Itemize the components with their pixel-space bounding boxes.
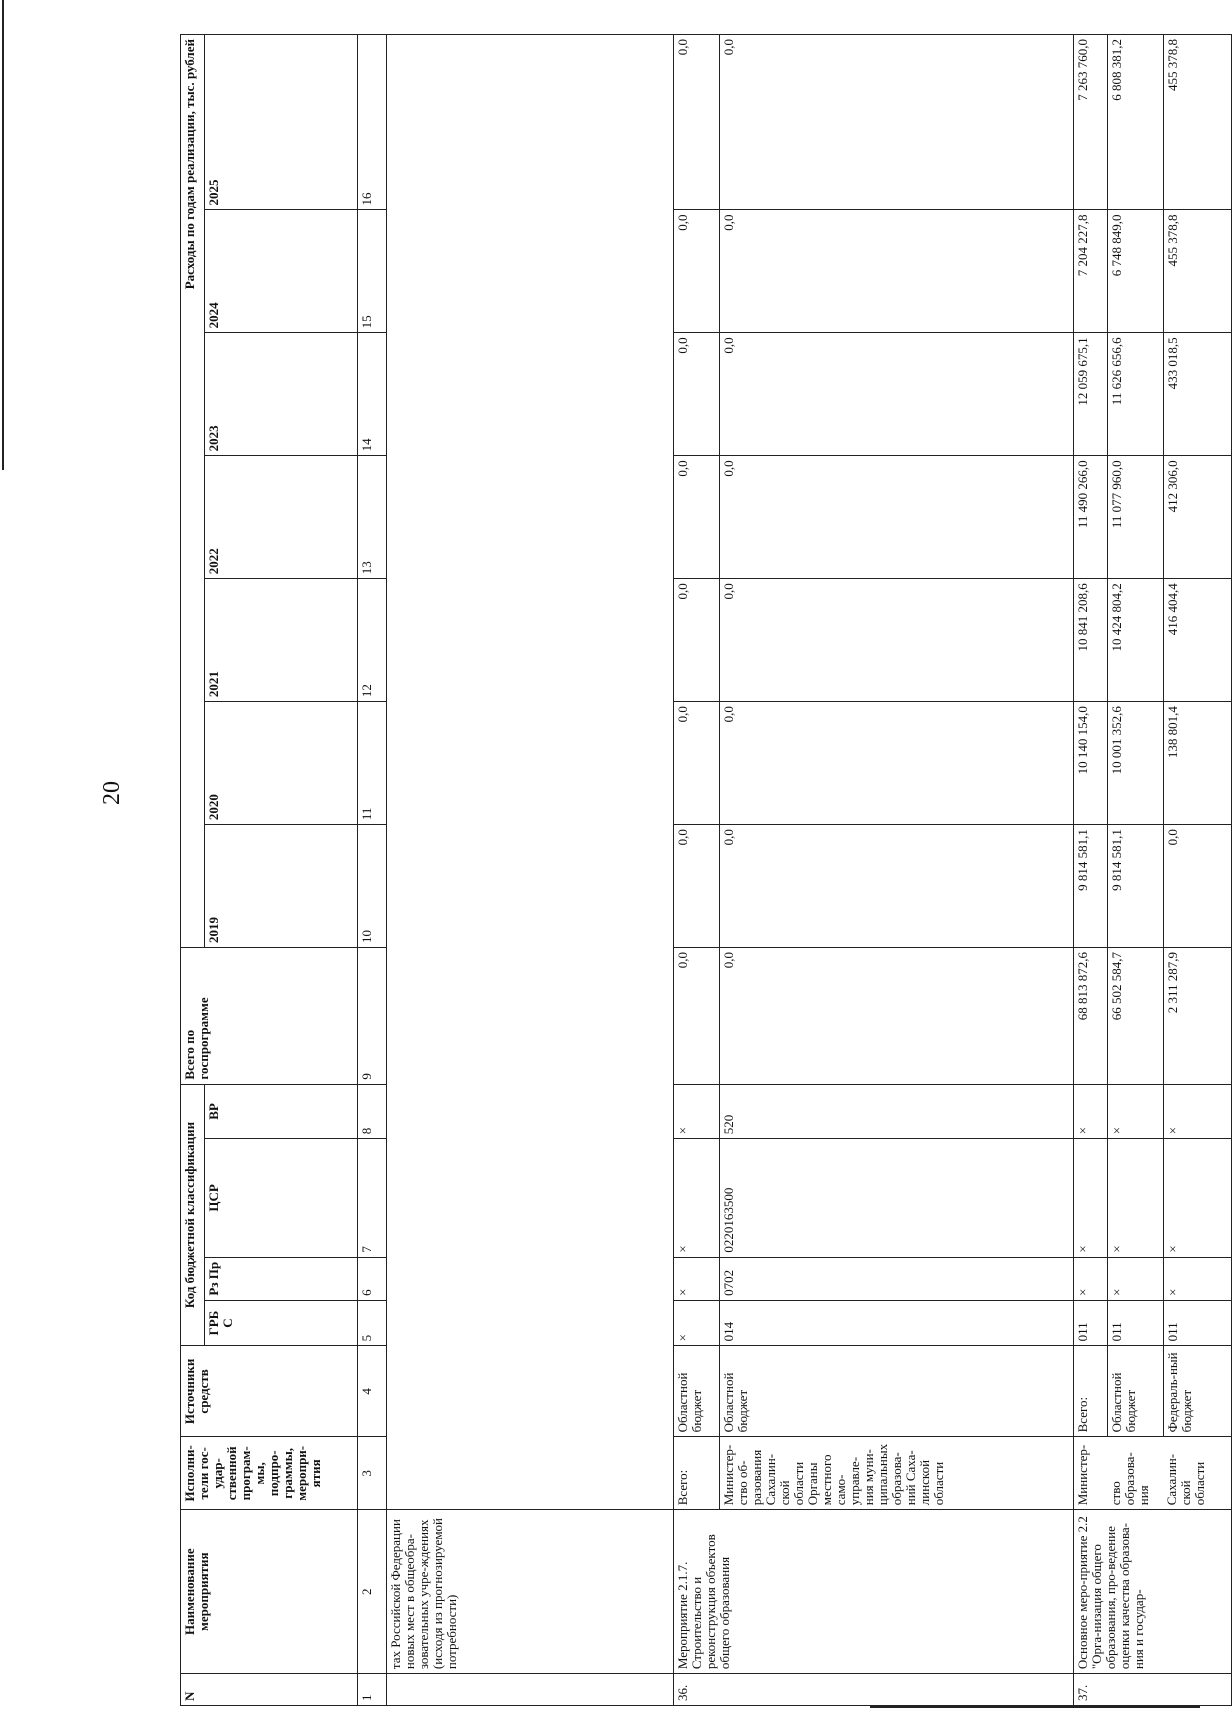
total-cell: 66 502 584,7: [1107, 948, 1163, 1085]
value-cell: 10 001 352,6: [1107, 702, 1163, 825]
value-cell: 10 841 208,6: [1073, 579, 1107, 702]
vr-cell: ×: [1107, 1084, 1163, 1139]
total-cell: 2 311 287,9: [1163, 948, 1231, 1085]
total-cell: 0,0: [720, 948, 1073, 1085]
header-year-2022: 2022: [204, 456, 357, 579]
column-number: 13: [357, 456, 386, 579]
rzpr-cell: ×: [1073, 1257, 1107, 1300]
table-cell: [386, 1674, 673, 1706]
value-cell: 10 424 804,2: [1107, 579, 1163, 702]
page-number: 20: [99, 781, 125, 805]
header-csr: ЦСР: [204, 1139, 357, 1257]
value-cell: 0,0: [674, 333, 720, 456]
grbs-cell: 011: [1073, 1300, 1107, 1346]
column-number: 7: [357, 1139, 386, 1257]
value-cell: 412 306,0: [1163, 456, 1231, 579]
row-number: 36.: [674, 1674, 1073, 1706]
executor-cell: Сахалин-ской области: [1163, 1437, 1231, 1510]
row-number: 37.: [1073, 1674, 1231, 1706]
value-cell: 11 077 960,0: [1107, 456, 1163, 579]
column-number: 14: [357, 333, 386, 456]
grbs-cell: 014: [720, 1300, 1073, 1346]
executor-cell: Министер-ство об-разования Сахалин-ской области Органы местного само-управле-ния муни-ципальных образова-ний Саха-линской области: [720, 1437, 1073, 1510]
vr-cell: ×: [674, 1084, 720, 1139]
header-year-2020: 2020: [204, 702, 357, 825]
column-number: 11: [357, 702, 386, 825]
value-cell: 0,0: [674, 825, 720, 948]
total-cell: 0,0: [674, 948, 720, 1085]
vr-cell: 520: [720, 1084, 1073, 1139]
header-rzpr: Рз Пр: [204, 1257, 357, 1300]
source-cell: Областной бюджет: [674, 1346, 720, 1437]
column-number: 9: [357, 948, 386, 1085]
value-cell: 416 404,4: [1163, 579, 1231, 702]
column-number: 6: [357, 1257, 386, 1300]
budget-table-sheet: [180, 34, 1232, 1706]
header-expenses: Расходы по годам реализации, тыс. рублей: [181, 35, 205, 948]
grbs-cell: ×: [674, 1300, 720, 1346]
executor-cell: Министер-: [1073, 1437, 1107, 1510]
measure-name: Мероприятие 2.1.7. Строительство и реконструкция объектов общего образования: [674, 1510, 1073, 1674]
source-cell: Федераль-ный бюджет: [1163, 1346, 1231, 1437]
value-cell: 0,0: [720, 333, 1073, 456]
header-year-2024: 2024: [204, 210, 357, 333]
value-cell: 0,0: [720, 579, 1073, 702]
rzpr-cell: 0702: [720, 1257, 1073, 1300]
header-n: N: [181, 1674, 358, 1706]
value-cell: 9 814 581,1: [1107, 825, 1163, 948]
value-cell: 7 204 227,8: [1073, 210, 1107, 333]
scan-edge-line: [2, 0, 4, 470]
csr-cell: 0220163500: [720, 1139, 1073, 1257]
header-vr: ВР: [204, 1084, 357, 1139]
value-cell: 6 748 849,0: [1107, 210, 1163, 333]
value-cell: 0,0: [674, 210, 720, 333]
value-cell: 0,0: [674, 456, 720, 579]
rzpr-cell: ×: [1163, 1257, 1231, 1300]
column-number: 1: [357, 1674, 386, 1706]
header-name: Наименование мероприятия: [181, 1510, 358, 1674]
vr-cell: ×: [1163, 1084, 1231, 1139]
value-cell: 11 490 266,0: [1073, 456, 1107, 579]
header-executors: Исполни-тели гос-удар-ственной програм-мы, подпро-граммы, меропри-ятия: [181, 1437, 358, 1510]
rzpr-cell: ×: [674, 1257, 720, 1300]
source-cell: Областной бюджет: [1107, 1346, 1163, 1437]
value-cell: 0,0: [720, 35, 1073, 210]
value-cell: 11 626 656,6: [1107, 333, 1163, 456]
value-cell: 0,0: [1163, 825, 1231, 948]
source-cell: Всего:: [1073, 1346, 1107, 1437]
header-total: Всего по госпрограмме: [181, 948, 358, 1085]
value-cell: 0,0: [674, 35, 720, 210]
header-year-2023: 2023: [204, 333, 357, 456]
column-number: 2: [357, 1510, 386, 1674]
value-cell: 0,0: [720, 210, 1073, 333]
csr-cell: ×: [1107, 1139, 1163, 1257]
measure-name: Основное меро-приятие 2.2 "Орга-низация общего образования, про-ведение оценки качества образова-ния и государ-: [1073, 1510, 1231, 1674]
value-cell: 7 263 760,0: [1073, 35, 1107, 210]
csr-cell: ×: [674, 1139, 720, 1257]
value-cell: 0,0: [674, 702, 720, 825]
vr-cell: ×: [1073, 1084, 1107, 1139]
table-cell: [386, 35, 673, 1510]
header-sources: Источники средств: [181, 1346, 358, 1437]
value-cell: 0,0: [720, 456, 1073, 579]
csr-cell: ×: [1073, 1139, 1107, 1257]
column-number: 5: [357, 1300, 386, 1346]
header-budget-code: Код бюджетной классификации: [181, 1084, 205, 1346]
column-number: 12: [357, 579, 386, 702]
executor-cell: Всего:: [674, 1437, 720, 1510]
column-number: 8: [357, 1084, 386, 1139]
value-cell: 12 059 675,1: [1073, 333, 1107, 456]
grbs-cell: 011: [1163, 1300, 1231, 1346]
total-cell: 68 813 872,6: [1073, 948, 1107, 1085]
value-cell: 455 378,8: [1163, 35, 1231, 210]
value-cell: 0,0: [720, 702, 1073, 825]
column-number: 16: [357, 35, 386, 210]
grbs-cell: 011: [1107, 1300, 1163, 1346]
continuation-text: тах Российской Федерации новых мест в общеобра-зовательных учре-ждениях (исходя из прогнозируемой потребности): [386, 1510, 673, 1674]
header-year-2025: 2025: [204, 35, 357, 210]
column-number: 15: [357, 210, 386, 333]
executor-cell: ство образова-ния: [1107, 1437, 1163, 1510]
header-year-2021: 2021: [204, 579, 357, 702]
value-cell: 6 808 381,2: [1107, 35, 1163, 210]
scan-edge-line: [870, 1706, 1200, 1708]
source-cell: Областной бюджет: [720, 1346, 1073, 1437]
column-number: 3: [357, 1437, 386, 1510]
value-cell: 10 140 154,0: [1073, 702, 1107, 825]
header-year-2019: 2019: [204, 825, 357, 948]
column-number: 4: [357, 1346, 386, 1437]
value-cell: 9 814 581,1: [1073, 825, 1107, 948]
header-grbs: ГРБ С: [204, 1300, 357, 1346]
csr-cell: ×: [1163, 1139, 1231, 1257]
value-cell: 138 801,4: [1163, 702, 1231, 825]
value-cell: 0,0: [720, 825, 1073, 948]
budget-table: [180, 34, 1232, 1706]
column-number: 10: [357, 825, 386, 948]
rzpr-cell: ×: [1107, 1257, 1163, 1300]
value-cell: 433 018,5: [1163, 333, 1231, 456]
value-cell: 455 378,8: [1163, 210, 1231, 333]
value-cell: 0,0: [674, 579, 720, 702]
